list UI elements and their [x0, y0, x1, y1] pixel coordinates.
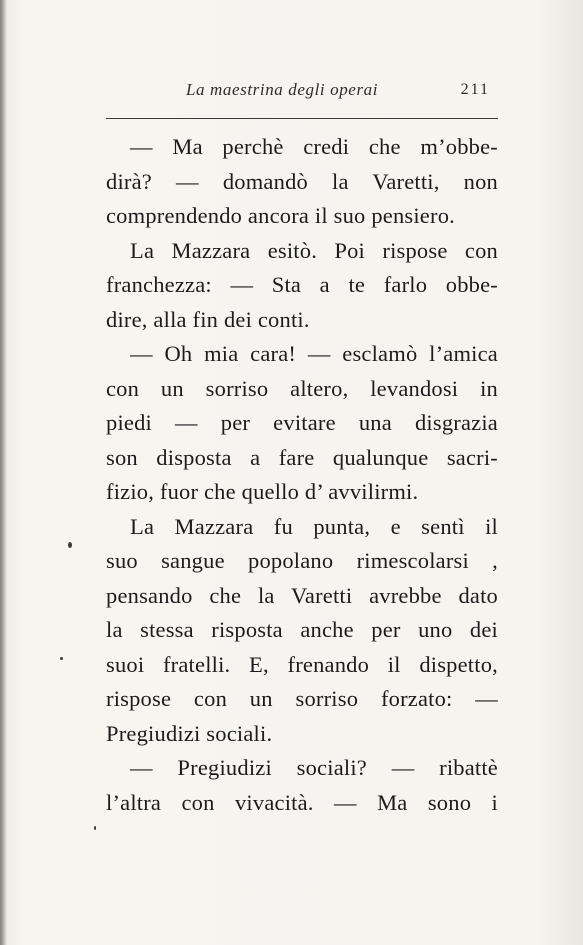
text-line: pensando che la Varetti avrebbe dato: [106, 582, 498, 608]
text-line: suoi fratelli. E, frenando il dispetto,: [106, 651, 498, 677]
text-line: franchezza: — Sta a te farlo obbe-: [106, 272, 498, 297]
text-line: dire, alla fin dei conti.: [106, 306, 310, 332]
text-line: piedi — per evitare una disgrazia: [106, 410, 498, 435]
text-line: son disposta a fare qualunque sacri-: [106, 444, 498, 470]
text-line: l’altra con vivacità. — Ma sono i: [106, 789, 498, 815]
text-line: la stessa risposta anche per uno dei: [106, 617, 498, 642]
text-line: La Mazzara esitò. Poi rispose con: [130, 237, 498, 263]
text-line: — Oh mia cara! — esclamò l’amica: [130, 341, 498, 366]
text-line: suo sangue popolano rimescolarsi ,: [106, 548, 498, 573]
header-rule: [106, 118, 498, 119]
text-line: — Ma perchè credi che m’obbe-: [130, 134, 498, 159]
page-number: 211: [460, 81, 490, 98]
page-binding-edge: [0, 0, 7, 945]
text-line: comprendendo ancora il suo pensiero.: [106, 203, 455, 228]
ink-speck: [68, 542, 72, 548]
running-head-title: La maestrina degli operai: [186, 80, 379, 99]
text-line: — Pregiudizi sociali? — ribattè: [130, 755, 498, 780]
text-line: con un sorriso altero, levandosi in: [106, 375, 498, 401]
body-text: [106, 130, 498, 820]
text-line: dirà? — domandò la Varetti, non: [106, 168, 498, 194]
text-line: La Mazzara fu punta, e sentì il: [130, 513, 498, 539]
ink-speck: [60, 657, 63, 660]
text-line: rispose con un sorriso forzato: —: [106, 686, 498, 711]
running-head: [106, 80, 498, 110]
ink-speck: [94, 826, 96, 830]
text-line: fizio, fuor che quello d’ avvilirmi.: [106, 479, 419, 504]
text-line: Pregiudizi sociali.: [106, 720, 273, 746]
